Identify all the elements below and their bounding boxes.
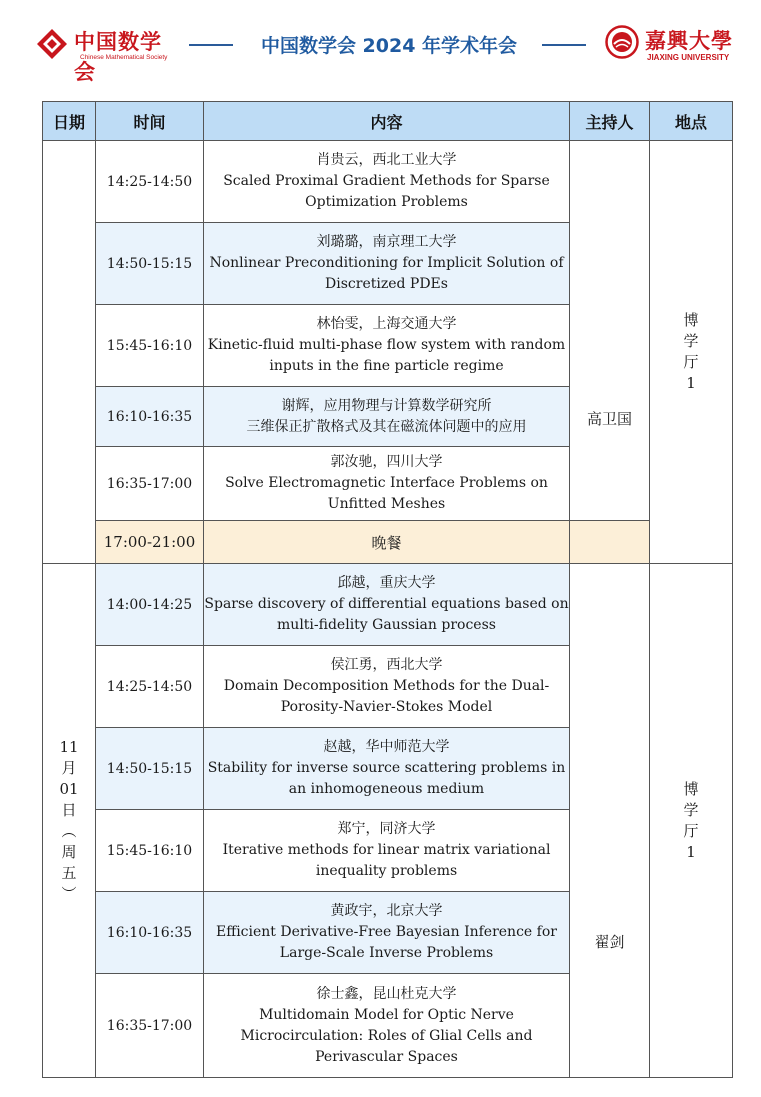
cms-emblem-icon <box>36 28 68 60</box>
speaker-name: 侯江勇，西北大学 <box>330 657 443 673</box>
host-cell-day2: 翟剑 <box>570 564 650 1078</box>
speaker-name: 谢辉，应用物理与计算数学研究所 <box>281 397 492 414</box>
jiaxing-logo <box>605 25 735 67</box>
session-content <box>204 728 570 810</box>
venue-cell-day1 <box>650 141 733 564</box>
speaker-name: 赵越，华中师范大学 <box>323 739 450 755</box>
talk-title: Domain Decomposition Methods for the Dual-Porosity-Navier-Stokes Model <box>223 678 550 715</box>
table-header-row <box>43 102 733 141</box>
jiaxing-emblem-icon <box>605 25 639 59</box>
session-content <box>204 810 570 892</box>
session-time: 16:35-17:00 <box>96 974 204 1078</box>
table-row <box>43 141 733 223</box>
schedule-table <box>42 101 733 1078</box>
speaker-name: 邱越，重庆大学 <box>337 575 436 591</box>
date-char: ︶ <box>61 884 77 903</box>
col-header-venue: 地点 <box>650 102 733 141</box>
col-header-content: 内容 <box>204 102 570 141</box>
talk-title: Nonlinear Preconditioning for Implicit Solution of Discretized PDEs <box>209 255 564 292</box>
session-time: 14:00-14:25 <box>96 564 204 646</box>
date-char: 五 <box>61 863 77 882</box>
session-content <box>204 223 570 305</box>
dinner-label: 晚餐 <box>204 521 570 564</box>
date-cell-day2 <box>43 564 96 1078</box>
date-char: 周 <box>61 842 77 861</box>
talk-title: Multidomain Model for Optic Nerve Microcirculation: Roles of Glial Cells and Perivascular Spaces <box>240 1006 533 1065</box>
date-char: ︵ <box>61 821 77 840</box>
page-title: 中国数学会 2024 年学术年会 <box>260 35 518 57</box>
session-content <box>204 305 570 387</box>
speaker-name: 徐士鑫，昆山杜克大学 <box>316 985 457 1002</box>
session-content <box>204 892 570 974</box>
venue-cell-day2 <box>650 564 733 1078</box>
cms-logo-subtitle: Chinese Mathematical Society <box>80 54 168 61</box>
col-header-time: 时间 <box>96 102 204 141</box>
host-cell-day1: 高卫国 <box>570 141 650 521</box>
title-rule-right <box>542 44 586 46</box>
session-time: 16:10-16:35 <box>96 387 204 447</box>
date-char: 月 <box>61 758 77 777</box>
session-content <box>204 974 570 1078</box>
venue-char: 厅 <box>683 353 699 371</box>
dinner-row <box>43 521 733 564</box>
venue-char: 博 <box>683 311 699 329</box>
venue-char: 学 <box>683 800 699 819</box>
session-content <box>204 141 570 223</box>
table-row <box>43 564 733 646</box>
page-header <box>0 0 761 90</box>
speaker-name: 郑宁，同济大学 <box>337 821 436 837</box>
talk-title: Solve Electromagnetic Interface Problems on Unfitted Meshes <box>225 475 548 512</box>
session-time: 15:45-16:10 <box>96 810 204 892</box>
session-content <box>204 387 570 447</box>
speaker-name: 肖贵云，西北工业大学 <box>316 152 457 168</box>
venue-char: 厅 <box>683 821 699 840</box>
speaker-name: 郭汝驰，四川大学 <box>330 454 443 470</box>
col-header-host: 主持人 <box>570 102 650 141</box>
date-char: 日 <box>61 800 77 819</box>
session-time: 16:35-17:00 <box>96 447 204 521</box>
talk-title: Kinetic-fluid multi-phase flow system with random inputs in the fine particle regime <box>207 337 566 374</box>
talk-title: Stability for inverse source scattering problems in an inhomogeneous medium <box>207 760 566 797</box>
jiaxing-logo-subtitle: JIAXING UNIVERSITY <box>647 53 730 62</box>
session-content <box>204 646 570 728</box>
talk-title: Efficient Derivative-Free Bayesian Inference for Large-Scale Inverse Problems <box>216 924 557 961</box>
date-char: 11 <box>59 737 79 756</box>
session-time: 14:50-15:15 <box>96 223 204 305</box>
venue-char: 学 <box>683 332 699 350</box>
dinner-time: 17:00-21:00 <box>96 521 204 564</box>
talk-title: Iterative methods for linear matrix variational inequality problems <box>222 842 551 879</box>
date-char: 01 <box>59 779 79 798</box>
dinner-host-empty <box>570 521 650 564</box>
venue-char: 1 <box>686 842 696 861</box>
cms-logo <box>36 24 176 84</box>
jiaxing-logo-name: 嘉興大學 <box>645 28 733 53</box>
cms-logo-name: 中国数学会 <box>74 29 162 84</box>
session-content <box>204 564 570 646</box>
col-header-date: 日期 <box>43 102 96 141</box>
speaker-name: 刘璐璐，南京理工大学 <box>316 234 457 250</box>
session-time: 14:50-15:15 <box>96 728 204 810</box>
venue-char: 1 <box>686 374 696 392</box>
speaker-name: 林怡雯，上海交通大学 <box>316 316 457 332</box>
talk-title: Sparse discovery of differential equations based on multi-fidelity Gaussian process <box>204 596 569 633</box>
talk-title: 三维保正扩散格式及其在磁流体问题中的应用 <box>246 418 527 435</box>
talk-title: Scaled Proximal Gradient Methods for Sparse Optimization Problems <box>223 173 550 210</box>
session-time: 14:25-14:50 <box>96 646 204 728</box>
date-cell-day1 <box>43 141 96 564</box>
venue-char: 博 <box>683 779 699 798</box>
speaker-name: 黄政宇，北京大学 <box>330 903 443 919</box>
title-rule-left <box>189 44 233 46</box>
session-content <box>204 447 570 521</box>
session-time: 14:25-14:50 <box>96 141 204 223</box>
session-time: 15:45-16:10 <box>96 305 204 387</box>
session-time: 16:10-16:35 <box>96 892 204 974</box>
